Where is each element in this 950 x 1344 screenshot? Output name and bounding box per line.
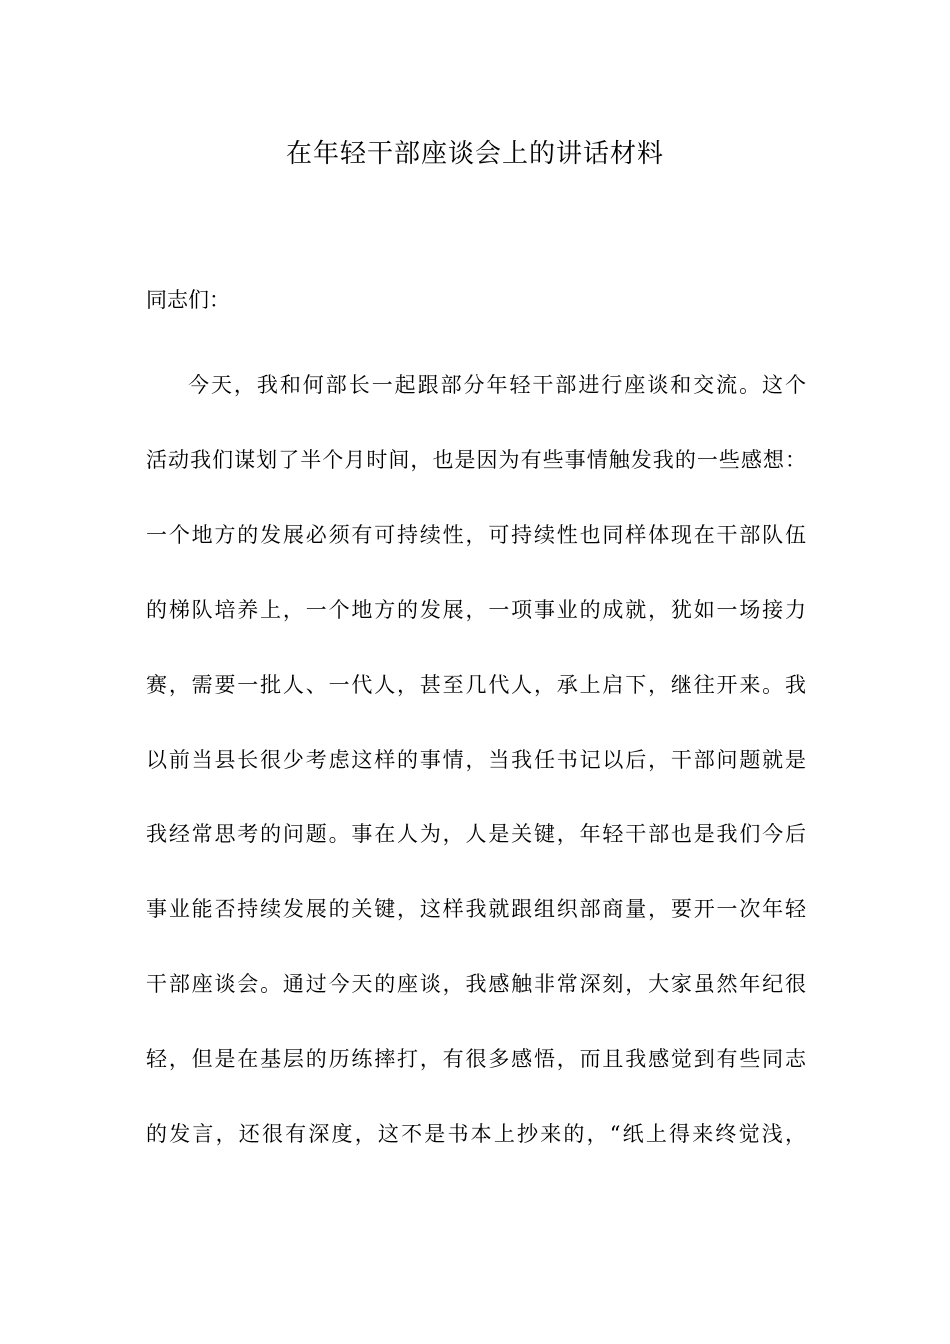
body-line: 一个地方的发展必须有可持续性，可持续性也同样体现在干部队伍 xyxy=(146,523,806,547)
body-line: 事业能否持续发展的关键，这样我就跟组织部商量，要开一次年轻 xyxy=(146,897,806,921)
body-line: 干部座谈会。通过今天的座谈，我感触非常深刻，大家虽然年纪很 xyxy=(146,972,806,996)
body-line: 活动我们谋划了半个月时间，也是因为有些事情触发我的一些感想： xyxy=(146,448,806,472)
salutation: 同志们： xyxy=(146,288,230,312)
body-line: 我经常思考的问题。事在人为，人是关键，年轻干部也是我们今后 xyxy=(146,822,806,846)
body-line: 赛，需要一批人、一代人，甚至几代人，承上启下，继往开来。我 xyxy=(146,673,806,697)
body-line: 的梯队培养上，一个地方的发展，一项事业的成就，犹如一场接力 xyxy=(146,598,806,622)
body-line: 以前当县长很少考虑这样的事情，当我任书记以后，干部问题就是 xyxy=(146,748,806,772)
body-line: 今天，我和何部长一起跟部分年轻干部进行座谈和交流。这个 xyxy=(188,373,806,397)
body-line: 轻，但是在基层的历练摔打，有很多感悟，而且我感觉到有些同志 xyxy=(146,1047,806,1071)
body-line: 的发言，还很有深度，这不是书本上抄来的，“纸上得来终觉浅， xyxy=(146,1122,806,1146)
document-title: 在年轻干部座谈会上的讲话材料 xyxy=(285,139,664,169)
